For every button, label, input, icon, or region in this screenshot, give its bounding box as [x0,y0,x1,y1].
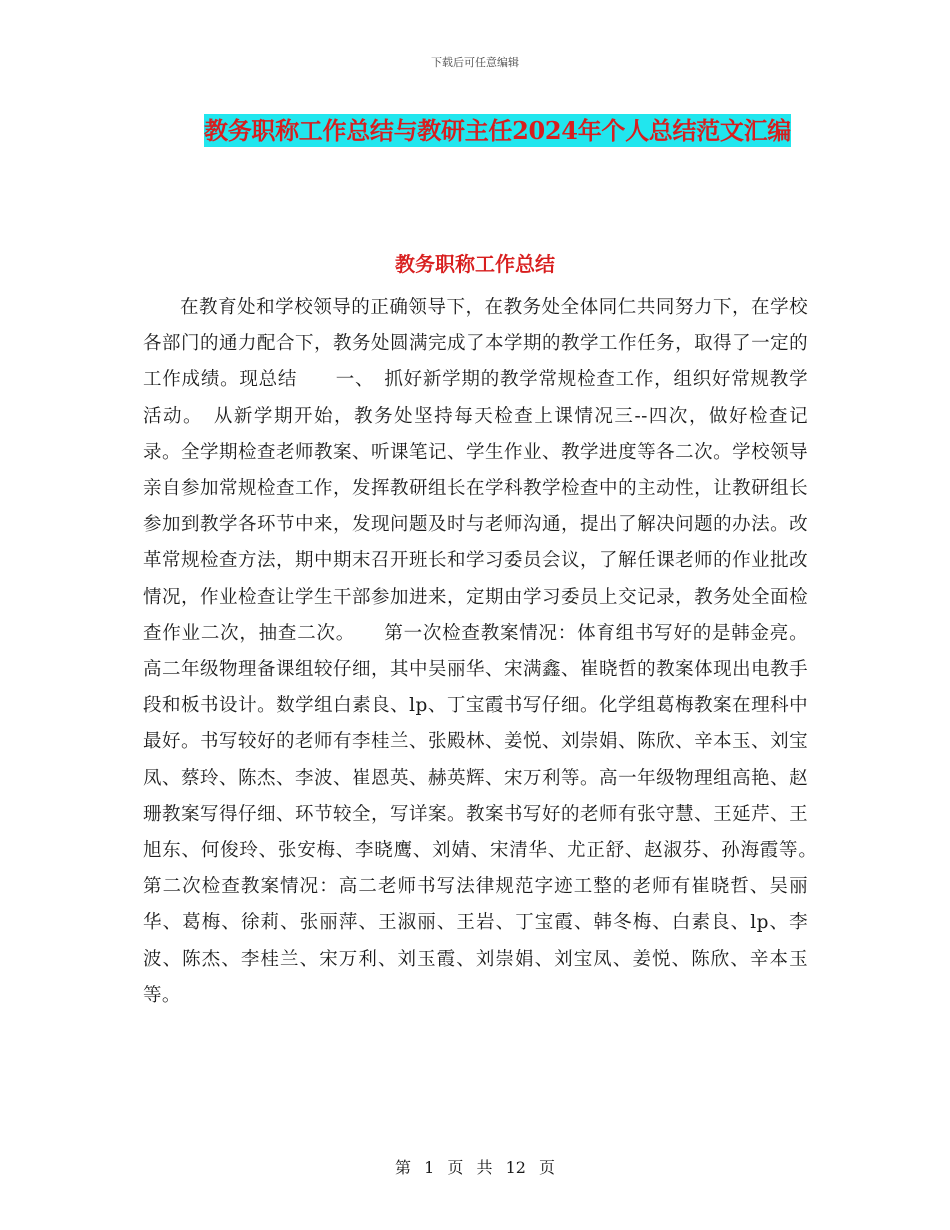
page-footer [0,1155,950,1178]
footer-page-current: 1 [424,1158,435,1177]
document-title-text: 教务职称工作总结与教研主任2024年个人总结范文汇编 [204,116,791,145]
body-paragraph: 在教育处和学校领导的正确领导下，在教务处全体同仁共同努力下，在学校各部门的通力配合下，教务处圆满完成了本学期的教学工作任务，取得了一定的工作成绩。现总结 一、 抓好新学期的教学常规检查工作，组织好常规教学活动。 从新学期开始，教务处坚持每天检查上课情况三--四次，做好检查记录。全学期检查老师教案、听课笔记、学生作业、教学进度等各二次。学校领导亲自参加常规检查工作，发挥教研组长在学科教学检查中的主动性，让教研组长参加到教学各环节中来，发现问题及时与老师沟通，提出了解决问题的办法。改革常规检查方法，期中期末召开班长和学习委员会议，了解任课老师的作业批改情况，作业检查让学生干部参加进来，定期由学习委员上交记录，教务处全面检查作业二次，抽查二次。 第一次检查教案情况：体育组书写好的是韩金亮。高二年级物理备课组较仔细，其中吴丽华、宋满鑫、崔晓哲的教案体现出电教手段和板书设计。数学组白素良、lp、丁宝霞书写仔细。化学组葛梅教案在理科中最好。书写较好的老师有李桂兰、张殿林、姜悦、刘崇娟、陈欣、辛本玉、刘宝凤、蔡玲、陈杰、李波、崔恩英、赫英辉、宋万利等。高一年级物理组高艳、赵珊教案写得仔细、环节较全，写详案。教案书写好的老师有张守慧、王延芹、王旭东、何俊玲、张安梅、李晓鹰、刘婧、宋清华、尤正舒、赵淑芬、孙海霞等。 第二次检查教案情况：高二老师书写法律规范字迹工整的老师有崔晓哲、吴丽华、葛梅、徐莉、张丽萍、王淑丽、王岩、丁宝霞、韩冬梅、白素良、lp、李波、陈杰、李桂兰、宋万利、刘玉霞、刘崇娟、刘宝凤、姜悦、陈欣、辛本玉等。 [143,297,846,1006]
footer-page-label-prefix: 第 [394,1158,411,1177]
footer-page-label-suffix: 页 [539,1158,556,1177]
download-note: 下载后可任意编辑 [431,56,519,69]
footer-page-total: 12 [505,1158,526,1177]
section-title: 教务职称工作总结 [395,252,555,276]
document-title [185,110,810,152]
footer-page-total-prefix: 共 [476,1158,493,1177]
footer-page-label-mid: 页 [447,1158,464,1177]
